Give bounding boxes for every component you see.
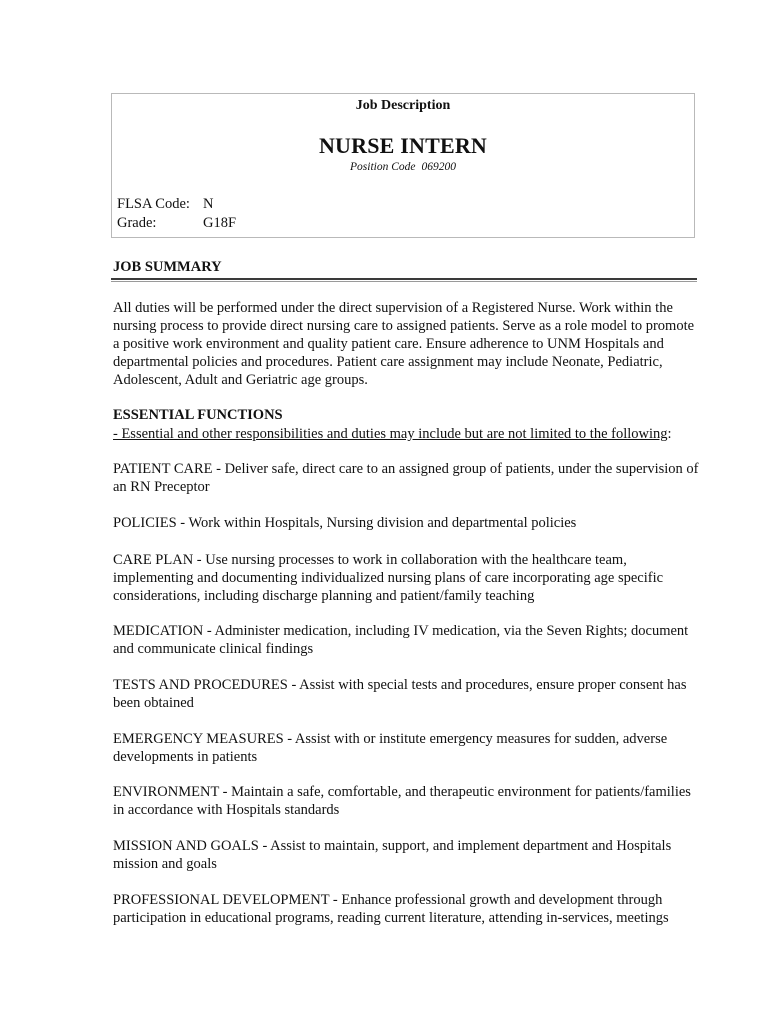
section-divider-shadow — [111, 281, 697, 282]
job-title: NURSE INTERN — [318, 133, 488, 158]
job-summary-text: All duties will be performed under the direct supervision of a Registered Nurse. Work within the nursing process to provide direct nursing care to assigned patients. Serve as a role model to promote a positive work environment and quality patient care. Ensure adherence to UNM Hospitals and departmental policies and procedures. Patient care assignment may include Neonate, Pediatric, Adolescent, Adult and Geriatric age groups. — [113, 300, 695, 388]
essential-functions-intro — [113, 425, 672, 443]
flsa-value: N — [203, 196, 214, 212]
function-mission-and-goals: MISSION AND GOALS - Assist to maintain, support, and implement department and Hospitals mission and goals — [113, 838, 672, 872]
position-code-label: Position Code — [350, 161, 416, 173]
function-policies: POLICIES - Work within Hospitals, Nursing division and departmental policies — [113, 515, 577, 531]
function-professional-development: PROFESSIONAL DEVELOPMENT - Enhance professional growth and development through participation in educational programs, reading current literature, attending in-services, meetings — [113, 892, 669, 926]
header-box — [111, 93, 695, 238]
essential-functions-intro-text: - Essential and other responsibilities and duties may include but are not limited to the following — [113, 426, 668, 442]
function-emergency-measures: EMERGENCY MEASURES - Assist with or institute emergency measures for sudden, adverse developments in patients — [113, 731, 668, 765]
function-medication: MEDICATION - Administer medication, including IV medication, via the Seven Rights; document and communicate clinical findings — [113, 623, 689, 657]
essential-functions-heading: ESSENTIAL FUNCTIONS — [113, 407, 283, 423]
flsa-label: FLSA Code: — [117, 196, 190, 212]
job-summary-heading: JOB SUMMARY — [113, 259, 222, 275]
function-patient-care: PATIENT CARE - Deliver safe, direct care to an assigned group of patients, under the supervision of an RN Preceptor — [113, 461, 699, 495]
grade-row — [117, 215, 236, 232]
function-care-plan: CARE PLAN - Use nursing processes to work in collaboration with the healthcare team, implementing and documenting individualized nursing plans of care incorporating age specific considerations, including discharge planning and patient/family teaching — [113, 552, 664, 604]
section-divider — [111, 278, 697, 280]
position-code-value: 069200 — [421, 161, 456, 173]
grade-value: G18F — [203, 215, 237, 231]
position-code-line — [112, 161, 694, 173]
document-type: Job Description — [355, 98, 451, 113]
flsa-row — [117, 196, 213, 213]
grade-label: Grade: — [117, 215, 157, 231]
function-environment: ENVIRONMENT - Maintain a safe, comfortable, and therapeutic environment for patients/families in accordance with Hospitals standards — [113, 784, 691, 818]
essential-functions-intro-suffix: : — [667, 426, 672, 442]
function-tests-and-procedures: TESTS AND PROCEDURES - Assist with special tests and procedures, ensure proper consent has been obtained — [113, 677, 687, 711]
